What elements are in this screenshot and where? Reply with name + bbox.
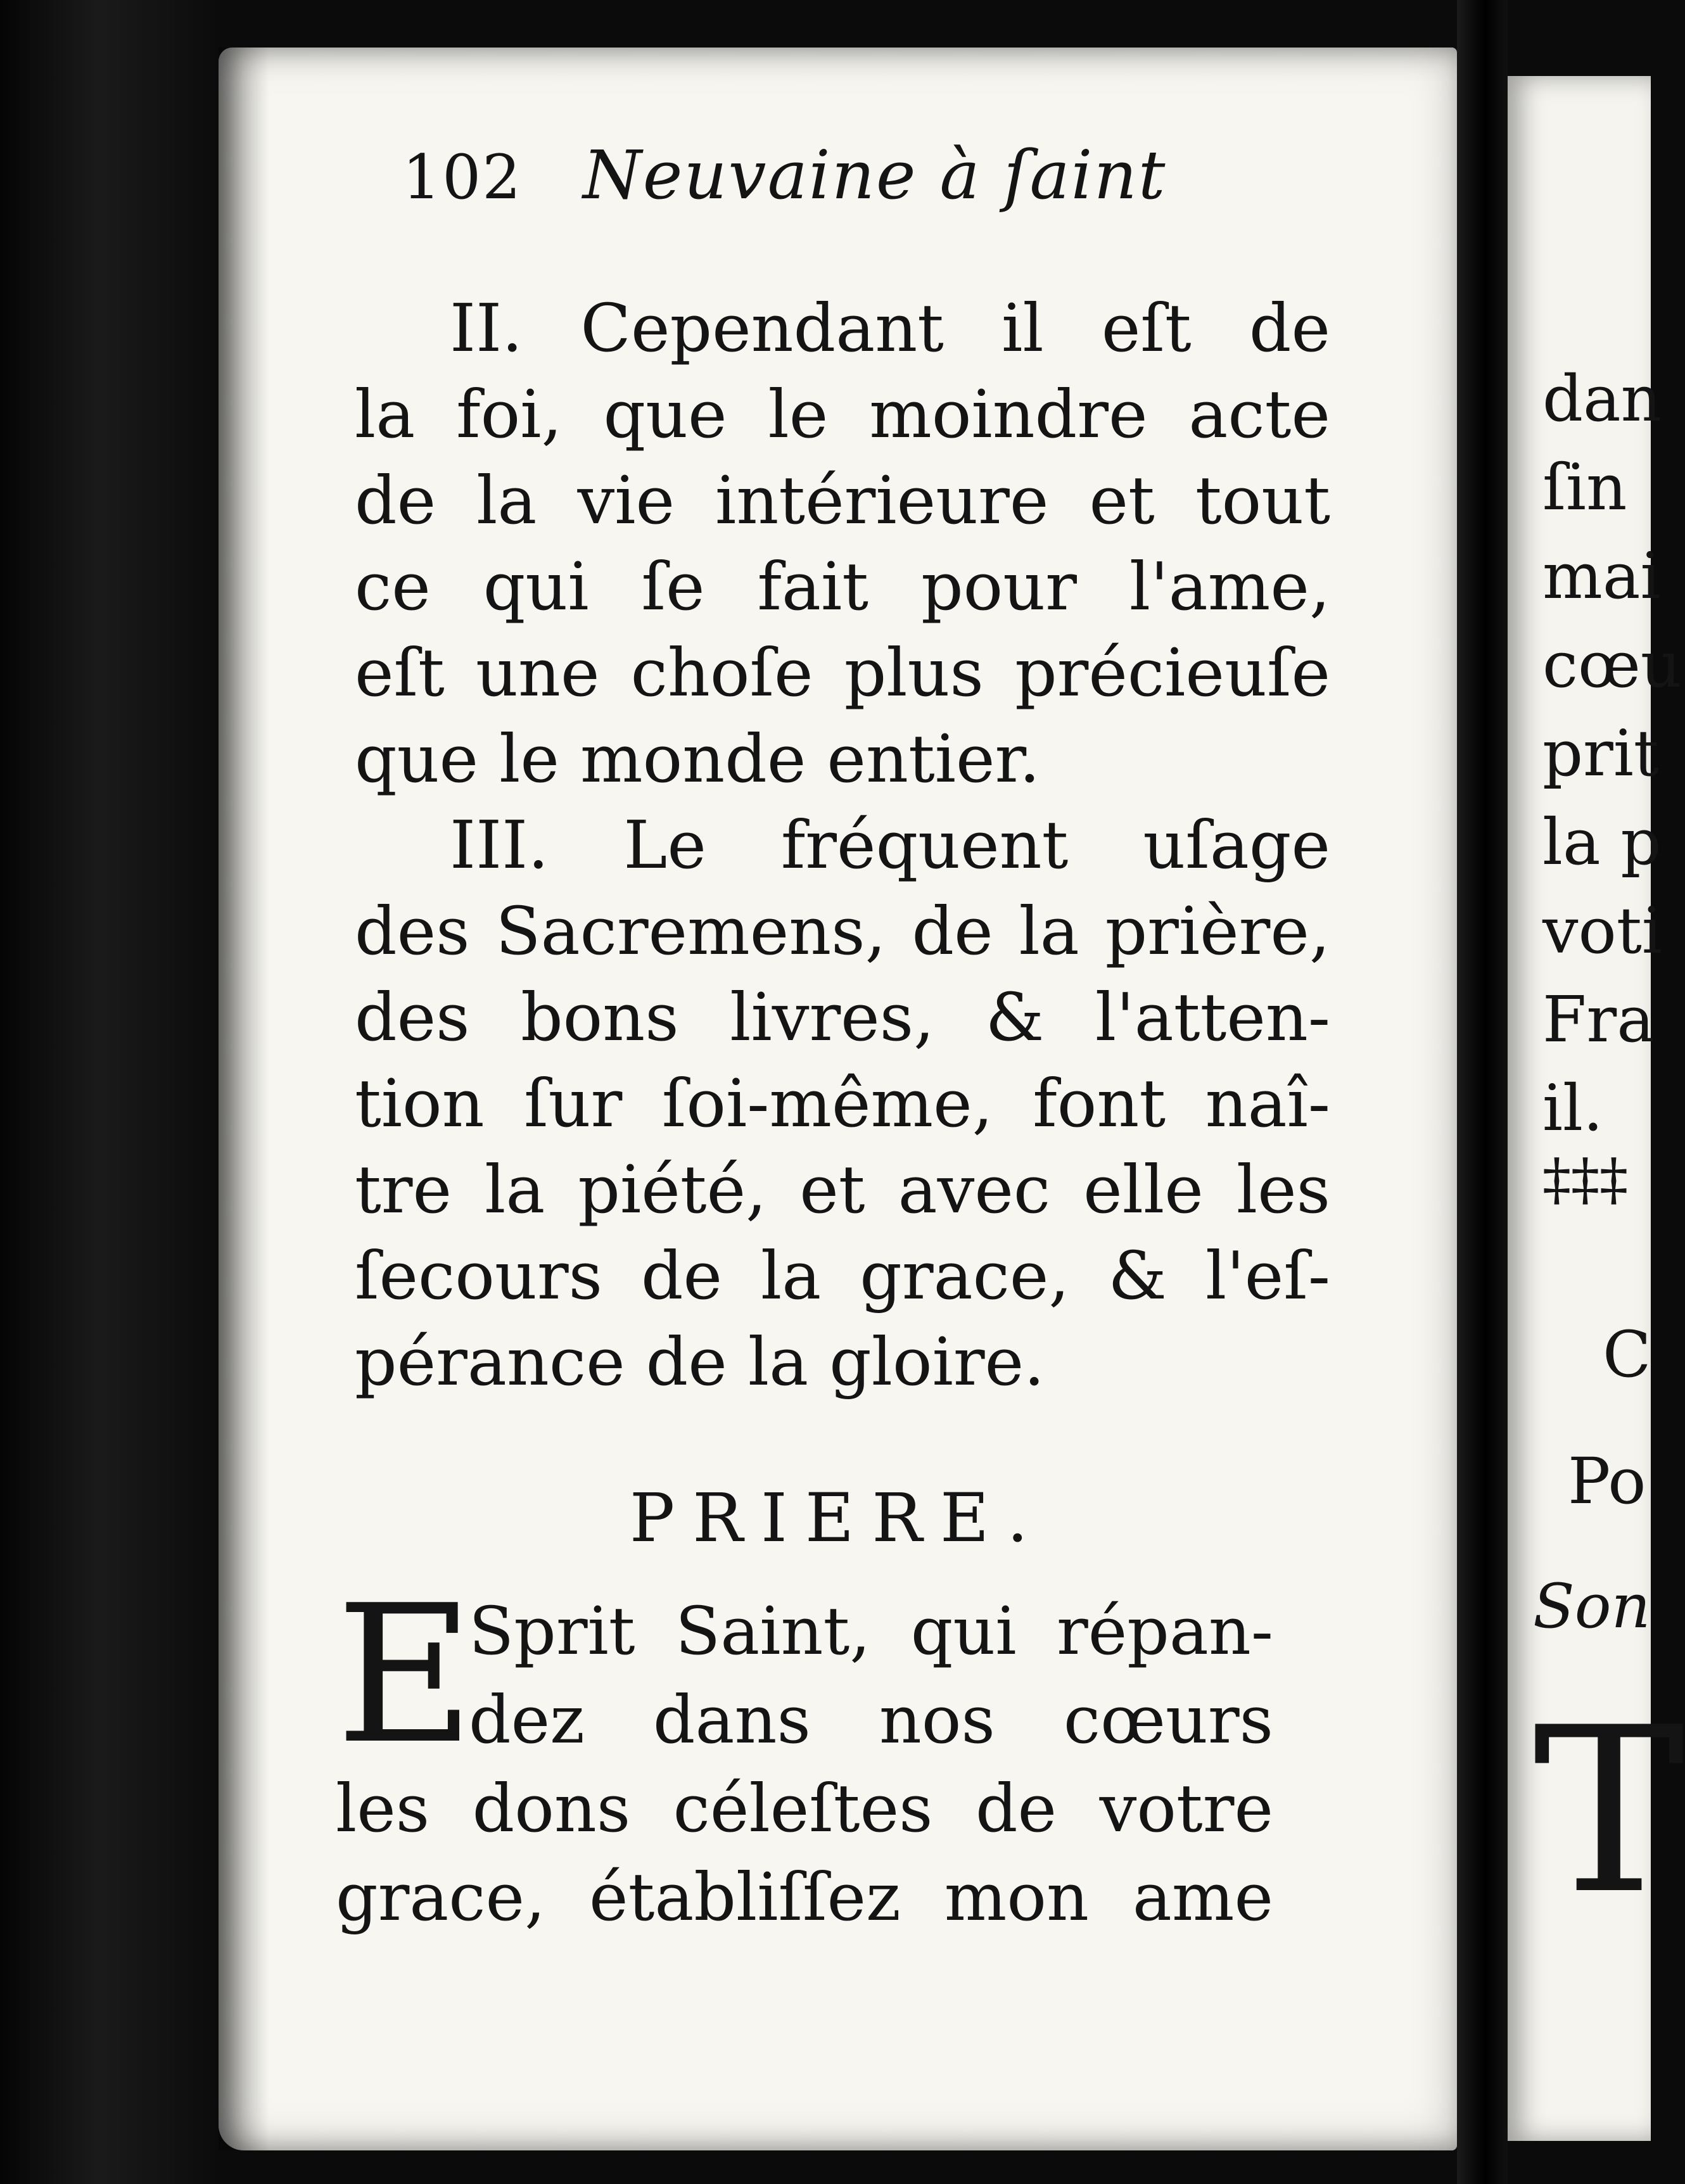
facing-page-subheading: Po [1568, 1444, 1646, 1518]
facing-page-heading: C [1603, 1317, 1651, 1392]
text-line: dan [1542, 362, 1662, 436]
text-line: pérance de la gloire. [355, 1323, 1045, 1400]
text-line: Fra [1542, 982, 1655, 1057]
text-line: prit [1542, 716, 1659, 790]
text-line: ſin [1542, 450, 1627, 524]
text-line: la foi, que le moindre acte [355, 376, 1330, 453]
text-line: ſecours de la grace, & l'eſ- [355, 1237, 1330, 1314]
drop-cap: E [336, 1565, 474, 1786]
text-line: eſt une choſe plus précieuſe [355, 634, 1330, 711]
paragraph-iii [355, 802, 1330, 1405]
facing-page-lines [1542, 355, 1681, 1153]
facing-page-drop-cap: T [1533, 1679, 1685, 1944]
text-line: la p [1542, 805, 1662, 879]
text-line: il. [1542, 1071, 1603, 1145]
text-line: tion ſur ſoi-même, font naî- [355, 1065, 1330, 1142]
text-line: des Sacremens, de la prière, [355, 892, 1330, 970]
text-line: III. Le fréquent uſage [450, 806, 1330, 884]
facing-page [1508, 76, 1685, 2141]
ornament-divider: ‡‡‡ [1542, 1146, 1628, 1213]
paragraph-ii [355, 285, 1330, 802]
text-line: grace, établiſſez mon ame [336, 1858, 1273, 1936]
text-line: ce qui ſe fait pour l'ame, [355, 548, 1330, 625]
text-line: voti [1542, 894, 1662, 968]
prayer-heading: PRIERE. [629, 1479, 1046, 1557]
text-line: tre la piété, et avec elle les [355, 1151, 1330, 1228]
page-number: 102 [402, 142, 523, 213]
running-title: Neuvaine à ſaint [582, 136, 1167, 214]
text-line: les dons céleſtes de votre [336, 1770, 1273, 1847]
facing-page-italic-line: Son [1533, 1571, 1651, 1642]
body-text [355, 285, 1330, 1405]
text-line: de la vie intérieure et tout [355, 462, 1330, 539]
left-page [219, 48, 1457, 2150]
text-line: que le monde entier. [355, 720, 1040, 797]
book-spine [0, 0, 215, 2184]
running-header [402, 136, 1166, 214]
text-line: cœu [1542, 628, 1682, 702]
prayer-text [336, 1565, 1273, 1941]
text-line: Sprit Saint, qui répan- [469, 1592, 1273, 1670]
text-line: II. Cependant il eſt de [450, 289, 1330, 367]
text-line: dez dans nos cœurs [469, 1681, 1273, 1758]
text-line: des bons livres, & l'atten- [355, 979, 1330, 1056]
page-gutter [1457, 0, 1508, 2184]
text-line: mai [1542, 539, 1661, 613]
